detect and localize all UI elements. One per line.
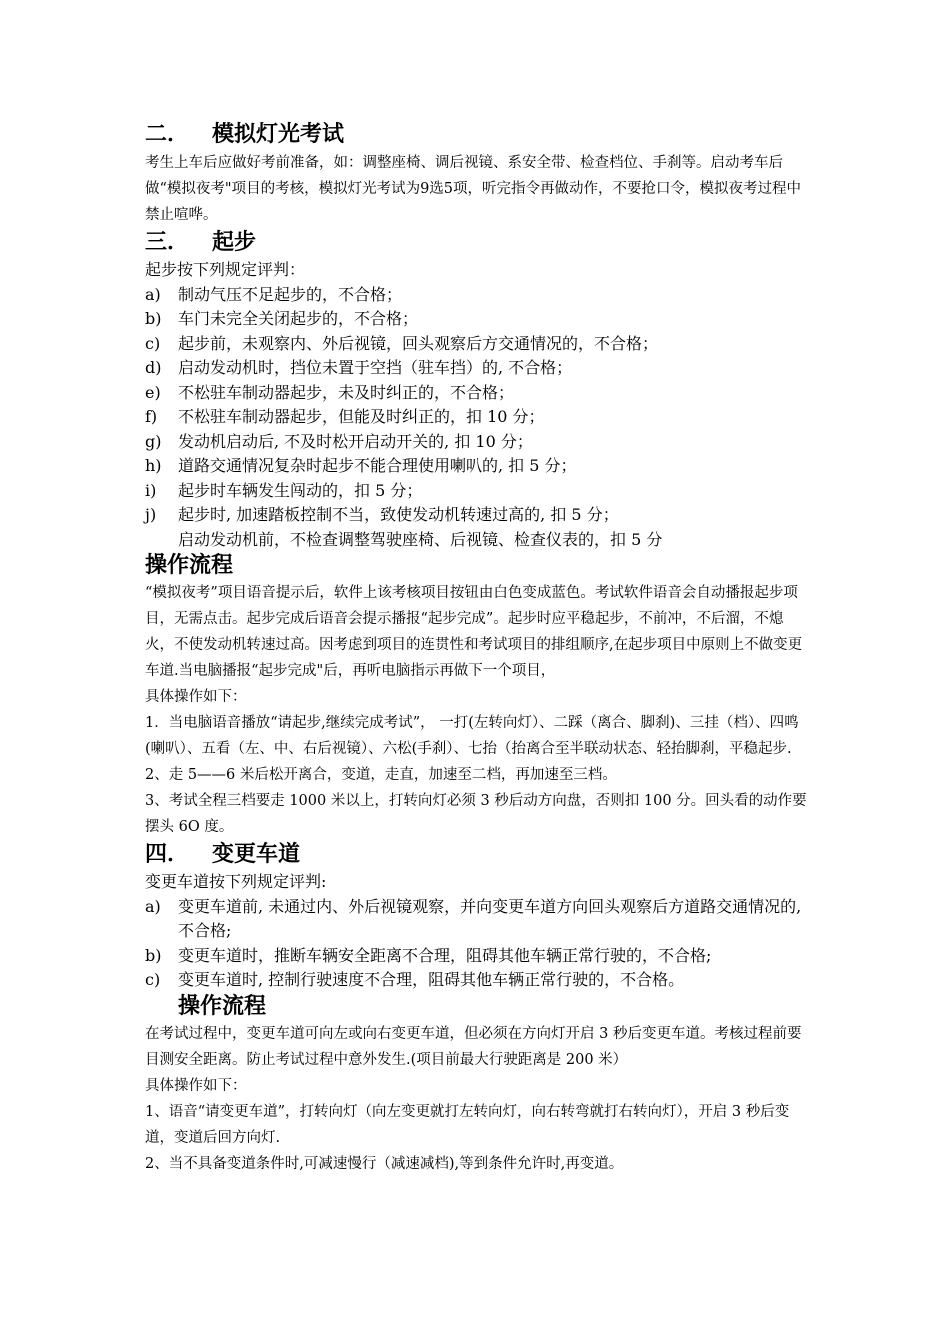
start-rules-intro: 起步按下列规定评判： <box>145 260 306 279</box>
section-number: 三． <box>145 230 190 255</box>
list-item-text: 变更车道前, 未通过内、外后视镜观察，并向变更车道方向回头观察后方道路交通情况的, 不合格; <box>178 896 802 940</box>
section-heading-lane-change <box>145 840 810 870</box>
list-marker: i) <box>145 480 157 500</box>
document-content <box>145 120 810 1177</box>
list-item-text: 起步时, 加速踏板控制不当，致使发动机转速过高的, 扣 5 分； <box>178 505 619 524</box>
section-number: 二． <box>145 122 190 147</box>
list-item <box>145 381 810 406</box>
list-item <box>145 405 810 430</box>
list-item-text: 变更车道时, 控制行驶速度不合理，阻碍其他车辆正常行驶的，不合格。 <box>178 970 685 989</box>
steps-intro: 具体操作如下： <box>145 1077 247 1094</box>
lane-rules-intro: 变更车道按下列规定评判: <box>145 872 327 891</box>
list-item-text: 不松驻车制动器起步，但能及时纠正的，扣 10 分； <box>178 407 545 426</box>
list-continuation: 启动发动机前，不检查调整驾驶座椅、后视镜、检查仪表的，扣 5 分 <box>178 529 663 549</box>
list-marker: a) <box>145 284 161 304</box>
section-title: 起步 <box>212 230 257 255</box>
list-item <box>145 479 810 504</box>
list-item-text: 发动机启动后, 不及时松开启动开关的, 扣 10 分； <box>178 431 533 451</box>
list-item-text: 起步前，未观察内、外后视镜，回头观察后方交通情况的，不合格； <box>178 333 659 353</box>
list-item <box>145 430 810 455</box>
list-marker: b) <box>145 309 162 328</box>
step-item: 2、走 5——6 米后松开离合，变道，走直，加速至二档，再加速至三档。 <box>145 767 617 783</box>
list-marker: b) <box>145 945 162 965</box>
list-item <box>145 454 810 479</box>
list-item <box>145 332 810 357</box>
list-marker: j) <box>145 505 157 524</box>
list-marker: g) <box>145 431 162 451</box>
process-paragraph: 在考试过程中，变更车道可向左或向右变更车道，但必须在方向灯开启 3 秒后变更车道。考核过程前要目测安全距离。防止考试过程中意外发生.(项目前最大行驶距离是 200 米） <box>145 1025 802 1068</box>
list-marker: h) <box>145 456 162 475</box>
list-marker: a) <box>145 896 161 916</box>
lighting-paragraph: 考生上车后应做好考前准备，如：调整座椅、调后视镜、系安全带、检查档位、手刹等。启动考车后做“模拟夜考"项目的考核，模拟灯光考试为9选5项，听完指令再做动作，不要抢口令，模拟夜考过程中禁止喧哗。 <box>145 155 802 223</box>
list-item <box>145 503 810 528</box>
list-item-text: 车门未完全关闭起步的，不合格； <box>178 309 419 328</box>
step-item: 2、当不具备变道条件时,可减速慢行（减速减档),等到条件允许时,再变道。 <box>145 1155 624 1172</box>
section-heading-start <box>145 228 810 258</box>
list-item-text: 变更车道时，推断车辆安全距离不合理，阻碍其他车辆正常行驶的，不合格; <box>178 945 712 965</box>
steps-intro: 具体操作如下： <box>145 689 247 705</box>
section-heading-lighting <box>145 120 810 150</box>
list-item <box>145 283 810 308</box>
step-item: 3、考试全程三档要走 1000 米以上，打转向灯必须 3 秒后动方向盘，否则扣 100 分。回头看的动作要摆头 6O 度。 <box>145 793 807 835</box>
section-title: 变更车道 <box>212 842 301 867</box>
section-number: 四． <box>145 842 190 867</box>
list-marker: c) <box>145 333 161 353</box>
list-item <box>145 968 810 993</box>
list-item <box>145 895 810 944</box>
list-item-text: 启动发动机时，挡位未置于空挡（驻车挡）的, 不合格； <box>178 358 573 377</box>
list-item-text: 制动气压不足起步的，不合格； <box>178 284 403 304</box>
list-item-text: 不松驻车制动器起步，未及时纠正的，不合格； <box>178 382 515 402</box>
list-marker: d) <box>145 358 162 377</box>
process-heading: 操作流程 <box>145 553 234 578</box>
step-item: 1．当电脑语音播放“请起步,继续完成考试”， 一打(左转向灯）、二踩（离合、脚刹)、三挂（档）、四鸣(喇叭）、五看（左、中、右后视镜）、六松(手刹）、七抬（抬离合至半联动状态、轻抬脚刹，平稳起步. <box>145 715 799 757</box>
section-title: 模拟灯光考试 <box>212 122 345 147</box>
list-item-text: 道路交通情况复杂时起步不能合理使用喇叭的, 扣 5 分； <box>178 456 577 475</box>
list-item <box>145 944 810 969</box>
list-marker: f) <box>145 407 158 426</box>
list-item-text: 起步时车辆发生闯动的，扣 5 分； <box>178 480 423 500</box>
list-item <box>145 356 810 381</box>
list-marker: e) <box>145 382 161 402</box>
process-heading: 操作流程 <box>178 993 267 1019</box>
list-item <box>145 307 810 332</box>
process-paragraph: “模拟夜考”项目语音提示后，软件上该考核项目按钮由白色变成蓝色。考试软件语音会自动播报起步项目，无需点击。起步完成后语音会提示播报“起步完成”。起步时应平稳起步，不前冲，不后溜，不熄火，不使发动机转速过高。因考虑到项目的连贯性和考试项目的排组顺序,在起步项目中原则上不做变更车道.当电脑播报“起步完成"后，再听电脑指示再做下一个项目， <box>145 585 803 679</box>
list-marker: c) <box>145 970 161 989</box>
step-item: 1、语音“请变更车道”，打转向灯（向左变更就打左转向灯，向右转弯就打右转向灯），开启 3 秒后变道，变道后回方向灯. <box>145 1103 790 1146</box>
